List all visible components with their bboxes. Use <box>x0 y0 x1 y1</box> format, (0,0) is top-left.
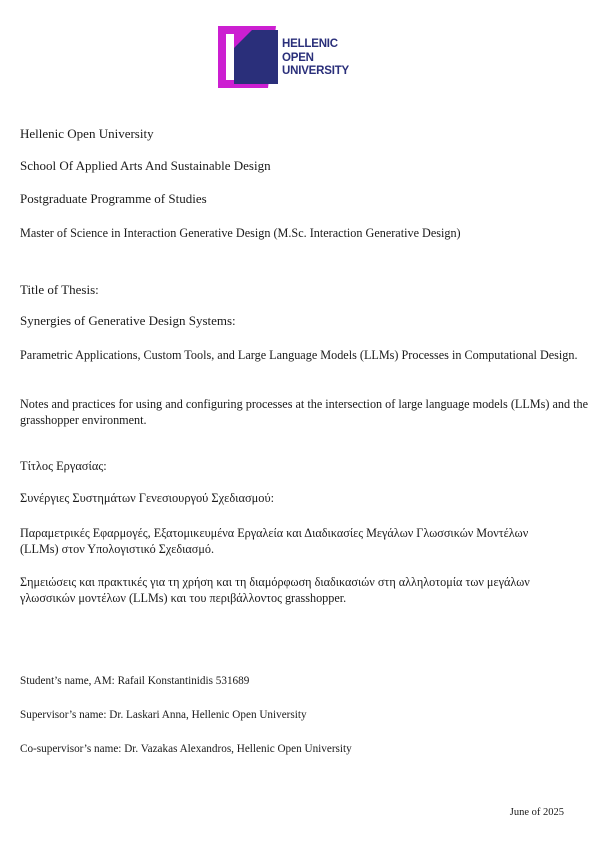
greek-subtitle: Παραμετρικές Εφαρμογές, Εξατομικευμένα Εργαλεία και Διαδικασίες Μεγάλων Γλωσσικών Μοντέλων (LLMs) στον Υπολογιστικό Σχεδιασμό. <box>20 526 529 556</box>
logo-line-3: UNIVERSITY <box>282 65 350 77</box>
cosupervisor-name: Co-supervisor’s name: Dr. Vazakas Alexandros, Hellenic Open University <box>20 743 352 755</box>
greek-notes: Σημειώσεις και πρακτικές για τη χρήση και τη διαμόρφωση διαδικασιών στη αλληλοτομία των μεγάλων γλωσσικών μοντέλων (LLMs) και του περιβάλλοντος grasshopper. <box>20 575 530 605</box>
thesis-notes: Notes and practices for using and configuring processes at the intersection of large language models (LLMs) and the grasshopper environment. <box>20 397 589 427</box>
degree-name: Master of Science in Interaction Generative Design (M.Sc. Interaction Generative Design) <box>20 226 461 240</box>
school-name: School Of Applied Arts And Sustainable Design <box>20 158 271 173</box>
logo-line-2: OPEN <box>282 51 314 64</box>
logo-wordmark <box>282 38 349 79</box>
thesis-subtitle: Parametric Applications, Custom Tools, and Large Language Models (LLMs) Processes in Computational Design. <box>20 348 578 362</box>
student-name: Student’s name, AM: Rafail Konstantinidis 531689 <box>20 675 250 687</box>
thesis-title-heading: Title of Thesis: <box>20 282 99 297</box>
submission-date: June of 2025 <box>509 807 564 818</box>
thesis-title: Synergies of Generative Design Systems: <box>20 313 236 328</box>
programme-name: Postgraduate Programme of Studies <box>20 191 207 206</box>
logo-line-1: HELLENIC <box>282 38 338 50</box>
supervisor-name: Supervisor’s name: Dr. Laskari Anna, Hellenic Open University <box>20 709 307 721</box>
greek-title-heading: Τίτλος Εργασίας: <box>20 459 107 473</box>
greek-title: Συνέργιες Συστημάτων Γενεσιουργού Σχεδιασμού: <box>20 491 275 505</box>
university-name: Hellenic Open University <box>20 126 154 141</box>
